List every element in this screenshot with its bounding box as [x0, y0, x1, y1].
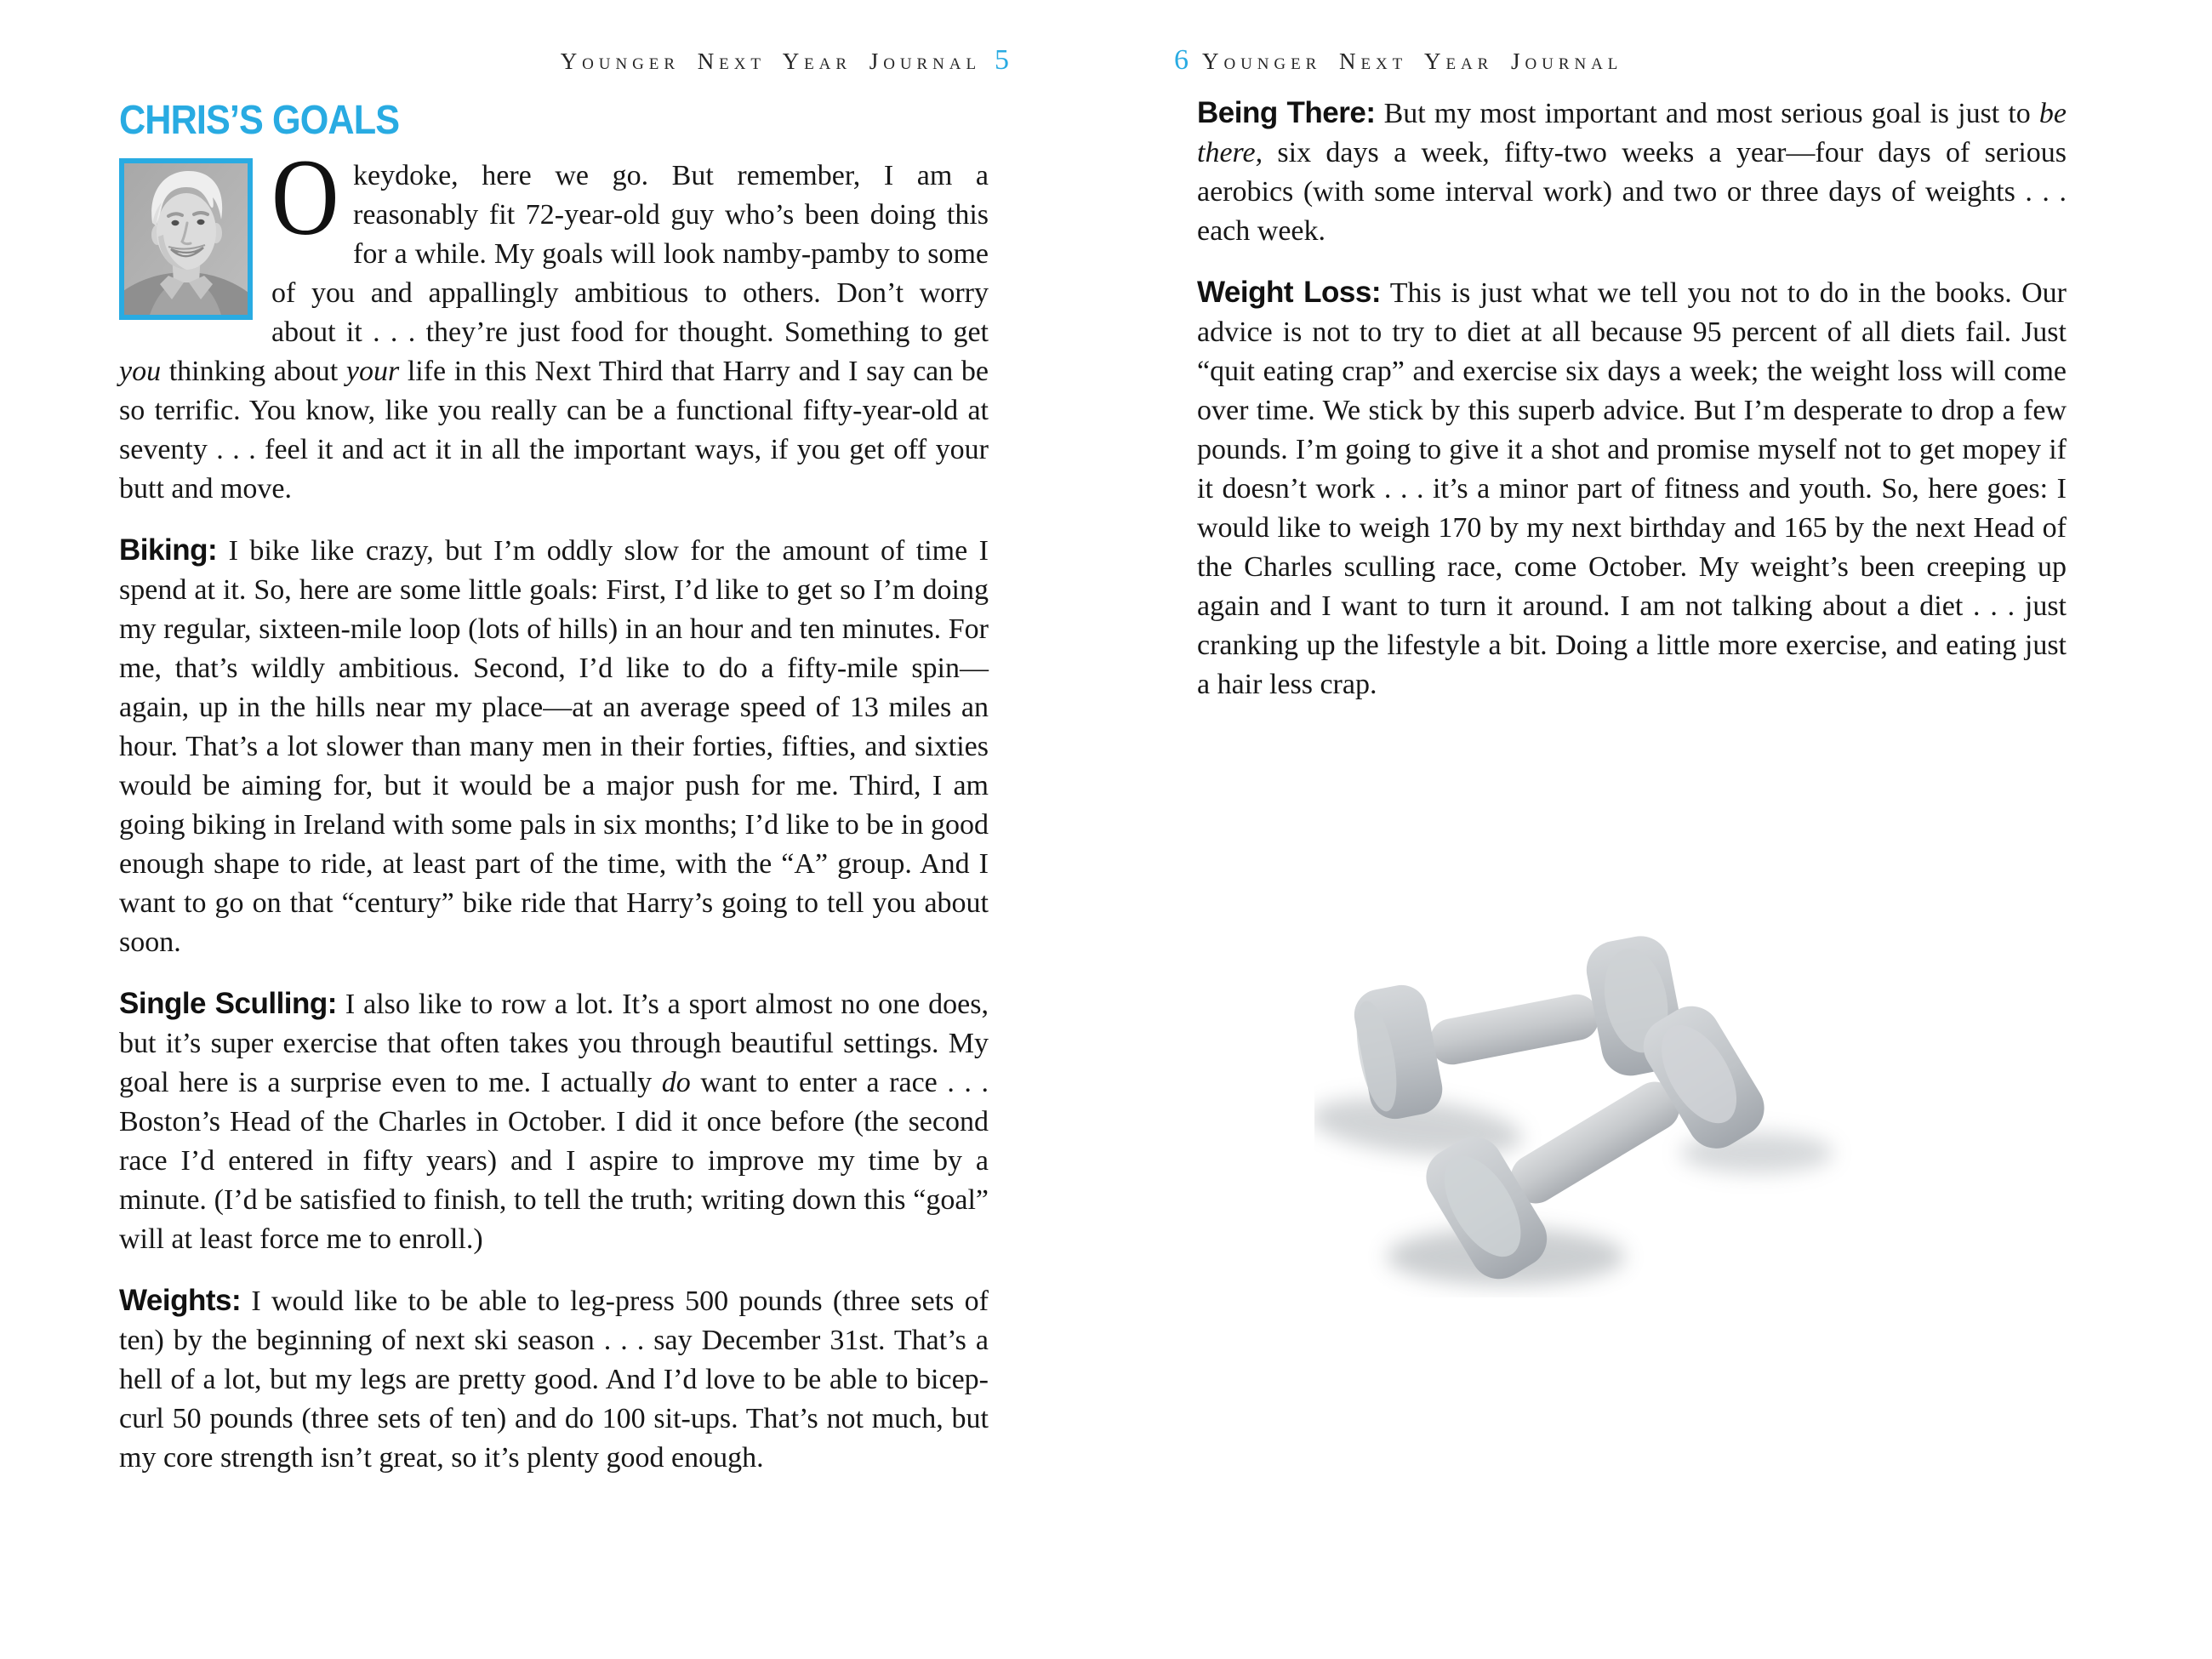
- paragraph-intro: Okeydoke, here we go. But remember, I am a reasonably fit 72-year-old guy who’s been doing this for a while. My goals will look namby-pamby to some of you and appallingly ambitious to others. Don’t worry about it . . . they’re just food for thought. Something to get you thinking about your life in this Next Third that Harry and I say can be so terrific. You know, like you really can be a functional fifty-year-old at seventy . . . feel it and act it in all the important ways, if you get off your butt and move.: [119, 137, 989, 505]
- paragraph-weight-loss: Weight Loss: This is just what we tell you not to do in the books. Our advice is not to try to diet at all because 95 percent of all diets fail. Just “quit eating crap” and exercise six days a week; the weight loss will come over time. We stick by this superb advice. But I’m desperate to drop a few pounds. I’m going to give it a shot and promise myself not to get mopey if it doesn’t work . . . it’s a minor part of fitness and youth. So, here goes: I would like to weigh 170 by my next birthday and 165 by the next Head of the Charles sculling race, come October. My weight’s been creeping up again and I want to turn it around. I am not talking about a diet . . . just cranking up the lifestyle a bit. Doing a little more exercise, and eating just a hair less crap.: [1197, 276, 2067, 700]
- running-header-left: [119, 44, 1009, 77]
- page-number-left: 5: [995, 44, 1009, 76]
- page-number-right: 6: [1174, 44, 1189, 76]
- dumbbells-photo: [1314, 872, 1953, 1297]
- paragraph-weights: Weights: I would like to be able to leg-press 500 pounds (three sets of ten) by the beginning of next ski season . . . say December 31st. That’s a hell of a lot, but my legs are pretty good. And I’d love to be able to bicep-curl 50 pounds (three sets of ten) and do 100 sit-ups. That’s not much, but my core strength isn’t great, so it’s plenty good enough.: [119, 1284, 989, 1474]
- journal-title-left: Younger Next Year Journal: [560, 48, 981, 74]
- section-title: CHRIS’S GOALS: [119, 98, 400, 143]
- left-page-column: [119, 99, 989, 1500]
- journal-title-right: Younger Next Year Journal: [1202, 48, 1623, 74]
- paragraph-being-there: Being There: But my most important and most serious goal is just to be there, six days a week, fifty-two weeks a year—four days of serious aerobics (with some interval work) and two or three days of weights . . . each week.: [1197, 96, 2067, 247]
- paragraph-single-sculling: Single Sculling: I also like to row a lot. It’s a sport almost no one does, but it’s super exercise that often takes you through beautiful settings. My goal here is a surprise even to me. I actually do want to enter a race . . . Boston’s Head of the Charles in October. I did it once before (the second race I’d entered in fifty years) and I aspire to improve my time by a minute. (I’d be satisfied to finish, to tell the truth; writing down this “goal” will at least force me to enroll.): [119, 987, 989, 1255]
- drop-cap: O: [271, 137, 339, 258]
- chris-portrait-photo: [119, 158, 253, 320]
- paragraph-biking: Biking: I bike like crazy, but I’m oddly slow for the amount of time I spend at it. So, here are some little goals: First, I’d like to get so I’m doing my regular, sixteen-mile loop (lots of hills) in an hour and ten minutes. For me, that’s wildly ambitious. Second, I’d like to do a fifty-mile spin—again, up in the hills near my place—at an average speed of 13 miles an hour. That’s a lot slower than many men in their forties, fifties, and sixties would be aiming for, but it would be a major push for me. Third, I am going biking in Ireland with some pals in six months; I’d like to be in good enough shape to ride, at least part of the time, with the “A” group. And I want to go on that “century” bike ride that Harry’s going to tell you about soon.: [119, 533, 989, 958]
- right-page-column: [1197, 94, 2067, 727]
- running-header-right: [1174, 44, 1622, 77]
- dumbbells-illustration: [1314, 872, 1953, 1297]
- portrait-illustration: [124, 163, 248, 315]
